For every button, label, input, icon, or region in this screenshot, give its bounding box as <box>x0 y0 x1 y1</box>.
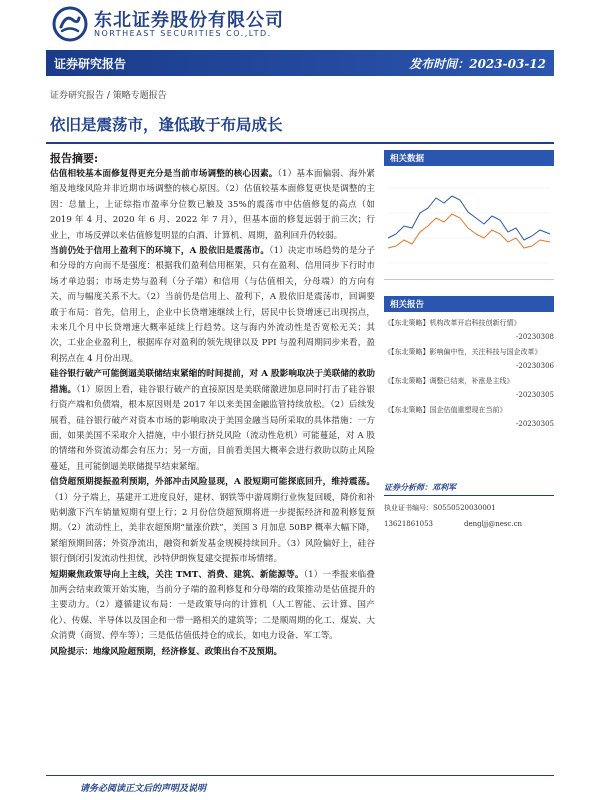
related-report-date: -20230308 <box>516 333 554 341</box>
publish-date: 发布时间：2023-03-12 <box>409 57 546 71</box>
footer-divider <box>46 775 554 776</box>
related-report-link[interactable]: 《【东北策略】国企估值重塑现在当前》 <box>384 406 507 414</box>
related-data <box>384 150 554 280</box>
risk-warning: 风险提示：地缘风险超预期，经济修复、政策出台不及预期。 <box>50 646 283 657</box>
related-report-link[interactable]: 《【东北策略】影响偏中性，关注科技与国企改革》 <box>384 348 542 356</box>
breadcrumb: 证券研究报告 / 策略专题报告 <box>50 91 167 101</box>
license-row <box>384 503 554 513</box>
company-logo <box>52 6 88 42</box>
paragraph-text: （1）分子端上，基建开工进度良好，建材、钢铁等中游周期行业恢复回暖，降价和补贴刺激下汽车销量短期有望上行；2 月份信贷超预期将进一步提振经济和盈利修复预期。（2）流动性上，美非农超预期“量涨价跌”，美国 3 月加息 50BP 概率大幅下降，紧缩预期回落；外资净流出，融资和新发基金规模持续回升。（3）风险偏好上，硅谷银行倒闭引发流动性担忧，沙特伊朗恢复建交提振市场情绪。 <box>50 492 375 565</box>
summary-body <box>50 167 375 660</box>
company-name: 东北证券股份有限公司 <box>94 10 284 31</box>
analyst-info <box>384 482 554 528</box>
series-line-a <box>388 196 550 240</box>
related-data-heading: 相关数据 <box>384 150 554 166</box>
license-number: S0550520030001 <box>433 504 496 512</box>
related-report-date: -20230305 <box>516 420 554 428</box>
summary-paragraph <box>50 475 375 567</box>
paragraph-lead: 硅谷银行破产可能倒逼美联储结束紧缩的时间提前，对 A 股影响取决于美联储的救助措施。 <box>50 369 375 395</box>
series-line-b <box>388 214 550 248</box>
related-reports <box>384 296 554 428</box>
paragraph-lead: 短期聚焦政策导向上主线，关注 TMT、消费、建筑、新能源等。 <box>50 569 304 580</box>
company-name-en: NORTHEAST SECURITIES CO.,LTD. <box>94 29 272 38</box>
disclaimer-note: 请务必阅读正文后的声明及说明 <box>80 784 207 794</box>
paragraph-lead: 信贷超预期提振盈利预期，外部冲击风险显现，A 股短期可能探底回升，维持震荡。 <box>50 477 375 488</box>
risk-paragraph <box>50 645 375 660</box>
related-report-link[interactable]: 《【东北策略】调整已结束，补涨是主线》 <box>384 377 514 385</box>
related-report-date: -20230306 <box>516 362 554 370</box>
contact-row <box>384 520 554 528</box>
summary-paragraph <box>50 244 375 367</box>
paragraph-text: （1）决定市场趋势的是分子和分母的方向而不是强度：根据我们盈利信用框架，只有在盈利、信用同步下行时市场才单边弱；市场走势与盈利（分子端）和信用（与估值相关，分母端）的方向有关，而与幅度关系不大。（2）当前仍是信用上、盈利下，A 股依旧是震荡市，回调要敢于布局：首先，信用上，企业中长贷增速继续上行，居民中长贷增速已出现拐点，未来几个月中长贷增速大概率延续上行趋势。这与海内外流动性是否宽松无关；其次，工业企业盈利上，根据库存对盈利的领先规律以及 PPI 与盈利周期同步来看，盈利拐点在 4 月份出现。 <box>50 246 376 364</box>
summary-paragraph <box>50 367 375 475</box>
header-banner <box>46 50 554 76</box>
paragraph-lead: 当前仍处于信用上盈利下的环境下，A 股依旧是震荡市。 <box>50 246 270 257</box>
related-data-chart <box>384 168 554 280</box>
paragraph-text: （1）基本面偏弱、海外紧缩及地缘风险并非近期市场调整的核心原因。（2）估值较基本面修复更快是调整的主因：总量上，上证综指市盈率分位数已触及 35%的震荡市中估值修复的高点（如 2019 年 4 月、2020 年 6 月、2022 年 7 月），但基本面的修复远弱于前三次；行业上，市场反弹以来估值修复明显的白酒、计算机、周期，盈利回升仍较弱。 <box>50 169 375 241</box>
analyst-phone: 13621861053 <box>384 520 433 528</box>
related-report-link[interactable]: 《【东北策略】机构改革开启科技创新行情》 <box>384 319 521 327</box>
report-type: 证券研究报告 <box>54 57 127 71</box>
paragraph-lead: 估值相较基本面修复得更充分是当前市场调整的核心因素。 <box>50 169 278 179</box>
related-report-date: -20230305 <box>516 391 554 399</box>
analyst-heading: 证券分析师：邓利军 <box>384 482 554 496</box>
chart-svg <box>384 168 554 280</box>
paragraph-text: （1）一季报来临叠加两会结束政策开始实施，当前分子端的盈利修复和分母端的政策推动是估值提升的主要动力。（2）遵循建议布局：一是政策导向的计算机（人工智能、云计算、国产化）、传媒、半导体以及国企和一带一路相关的建筑等；二是顺周期的化工、煤炭、大众消费（商贸、停车等）；三是低估值低持仓的成长，如电力设备、军工等。 <box>50 569 375 642</box>
paragraph-text: （1）原因上看，硅谷银行破产的直接原因是美联储激进加息同时打击了硅谷银行资产端和负债端，根本原因则是 2017 年以来美国金融监管持续放松。（2）后续发展看，硅谷银行破产对资本市场的影响取决于美国金融当局所采取的具体措施：一方面，如果美国不采取介入措施，中小银行挤兑风险（流动性危机）可能蔓延，对 A 股的情绪和外资流动都会有压力；另一方面，目前看美国大概率会进行救助以防止风险蔓延，且可能倒逼美联储提早结束紧缩。 <box>50 384 375 472</box>
summary-heading: 报告摘要: <box>50 152 99 165</box>
license-label: 执业证书编号： <box>384 504 433 512</box>
summary-paragraph <box>50 568 375 645</box>
analyst-email[interactable]: dengljj@nesc.cn <box>464 520 523 528</box>
page-title: 依旧是震荡市，逢低敢于布局成长 <box>50 115 283 134</box>
related-reports-heading: 相关报告 <box>384 296 554 312</box>
summary-paragraph <box>50 167 375 244</box>
divider <box>46 142 554 144</box>
